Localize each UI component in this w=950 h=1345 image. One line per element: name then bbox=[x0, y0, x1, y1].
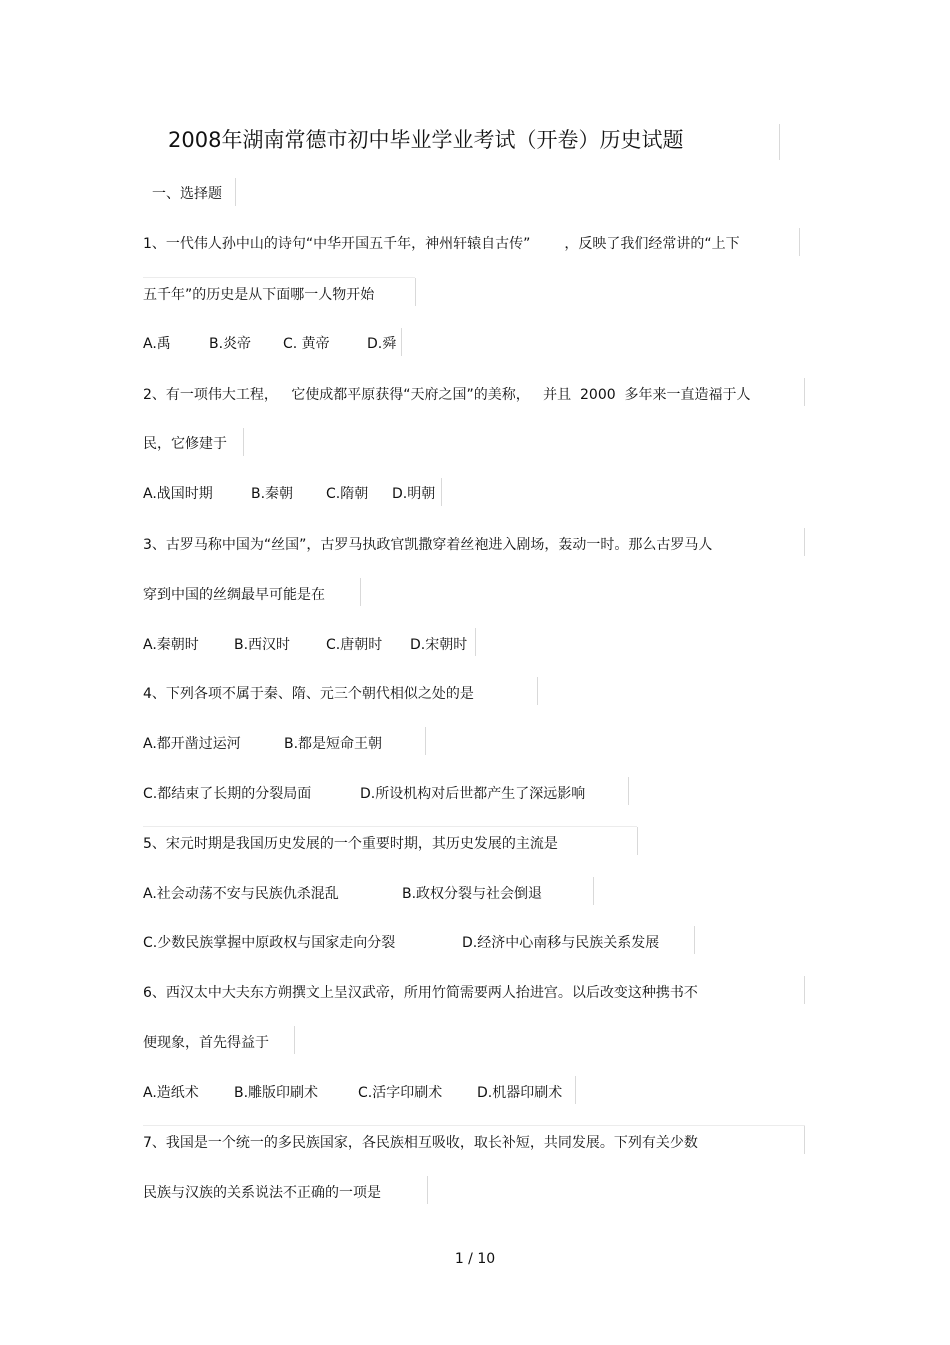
divider bbox=[593, 877, 594, 905]
question-5-options-row-2 bbox=[143, 932, 659, 952]
question-3-line-2: 穿到中国的丝绸最早可能是在 bbox=[143, 587, 325, 603]
option-c[interactable]: C. 黄帝 bbox=[283, 336, 330, 352]
divider bbox=[804, 976, 805, 1004]
divider bbox=[441, 478, 442, 506]
option-d[interactable]: D.经济中心南移与民族关系发展 bbox=[462, 935, 660, 951]
section-heading: 一、选择题 bbox=[152, 186, 222, 202]
question-3-line-1: 3、古罗马称中国为“丝国”，古罗马执政官凯撒穿着丝袍进入剧场，轰动一时。那么古罗马人 bbox=[143, 537, 713, 553]
divider bbox=[235, 178, 236, 206]
option-a[interactable]: A.社会动荡不安与民族仇杀混乱 bbox=[143, 886, 339, 902]
option-a[interactable]: A.战国时期 bbox=[143, 486, 213, 502]
option-a[interactable]: A.禹 bbox=[143, 336, 171, 352]
divider bbox=[779, 124, 780, 160]
option-b[interactable]: B.炎帝 bbox=[209, 336, 252, 352]
divider bbox=[804, 1126, 805, 1154]
divider bbox=[143, 1125, 805, 1126]
question-6-line-1: 6、西汉太中大夫东方朔撰文上呈汉武帝，所用竹简需要两人抬进宫。以后改变这种携书不 bbox=[143, 985, 698, 1001]
question-7-line-2: 民族与汉族的关系说法不正确的一项是 bbox=[143, 1185, 381, 1201]
option-c[interactable]: C.活字印刷术 bbox=[358, 1085, 443, 1101]
question-7-line-1: 7、我国是一个统一的多民族国家，各民族相互吸收，取长补短，共同发展。下列有关少数 bbox=[143, 1135, 698, 1151]
option-c[interactable]: C.少数民族掌握中原政权与国家走向分裂 bbox=[143, 935, 396, 951]
question-4-options-row-1 bbox=[143, 733, 382, 753]
option-d[interactable]: D.明朝 bbox=[392, 486, 436, 502]
divider bbox=[425, 727, 426, 755]
divider bbox=[637, 827, 638, 855]
option-d[interactable]: D.机器印刷术 bbox=[477, 1085, 563, 1101]
divider bbox=[415, 278, 416, 306]
divider bbox=[143, 277, 415, 278]
question-4-options-row-2 bbox=[143, 783, 585, 803]
question-6-line-2: 便现象，首先得益于 bbox=[143, 1035, 269, 1051]
divider bbox=[243, 428, 244, 456]
divider bbox=[294, 1026, 295, 1054]
divider bbox=[628, 777, 629, 805]
question-2-line-1: 2、有一项伟大工程， 它使成都平原获得“天府之国”的美称， 并且 2000 多年来一直造福于人 bbox=[143, 387, 751, 403]
option-b[interactable]: B.雕版印刷术 bbox=[234, 1085, 319, 1101]
question-1-options bbox=[143, 333, 396, 353]
question-1-text-a: 1、一代伟人孙中山的诗句“中华开国五千年，神州轩辕自古传” bbox=[143, 236, 531, 252]
divider bbox=[694, 926, 695, 954]
question-6-options bbox=[143, 1082, 562, 1102]
question-2-options bbox=[143, 483, 435, 503]
divider bbox=[401, 328, 402, 356]
option-c[interactable]: C.唐朝时 bbox=[326, 637, 383, 653]
divider bbox=[537, 677, 538, 705]
option-b[interactable]: B.都是短命王朝 bbox=[284, 736, 383, 752]
question-1-line-1 bbox=[143, 233, 740, 253]
option-d[interactable]: D.舜 bbox=[367, 336, 397, 352]
divider bbox=[427, 1176, 428, 1204]
divider bbox=[475, 628, 476, 656]
divider bbox=[575, 1076, 576, 1104]
option-d[interactable]: D.宋朝时 bbox=[410, 637, 468, 653]
divider bbox=[360, 578, 361, 606]
option-b[interactable]: B.政权分裂与社会倒退 bbox=[402, 886, 543, 902]
question-2-line-2: 民，它修建于 bbox=[143, 436, 227, 452]
question-5-options-row-1 bbox=[143, 883, 542, 903]
question-4-line-1: 4、下列各项不属于秦、隋、元三个朝代相似之处的是 bbox=[143, 686, 474, 702]
divider bbox=[804, 528, 805, 556]
option-a[interactable]: A.都开凿过运河 bbox=[143, 736, 241, 752]
page-title: 2008年湖南常德市初中毕业学业考试（开卷）历史试题 bbox=[168, 128, 684, 152]
option-d[interactable]: D.所设机构对后世都产生了深远影响 bbox=[360, 786, 586, 802]
option-a[interactable]: A.造纸术 bbox=[143, 1085, 199, 1101]
divider bbox=[799, 228, 800, 256]
divider bbox=[804, 378, 805, 406]
option-a[interactable]: A.秦朝时 bbox=[143, 637, 199, 653]
question-1-text-b: ，反映了我们经常讲的“上下 bbox=[564, 236, 740, 252]
page-number: 1 / 10 bbox=[454, 1251, 496, 1267]
option-b[interactable]: B.秦朝 bbox=[251, 486, 294, 502]
option-c[interactable]: C.都结束了长期的分裂局面 bbox=[143, 786, 312, 802]
divider bbox=[143, 826, 637, 827]
option-b[interactable]: B.西汉时 bbox=[234, 637, 291, 653]
question-1-line-2: 五千年”的历史是从下面哪一人物开始 bbox=[143, 287, 375, 303]
question-3-options bbox=[143, 634, 467, 654]
question-5-line-1: 5、宋元时期是我国历史发展的一个重要时期，其历史发展的主流是 bbox=[143, 836, 558, 852]
option-c[interactable]: C.隋朝 bbox=[326, 486, 369, 502]
